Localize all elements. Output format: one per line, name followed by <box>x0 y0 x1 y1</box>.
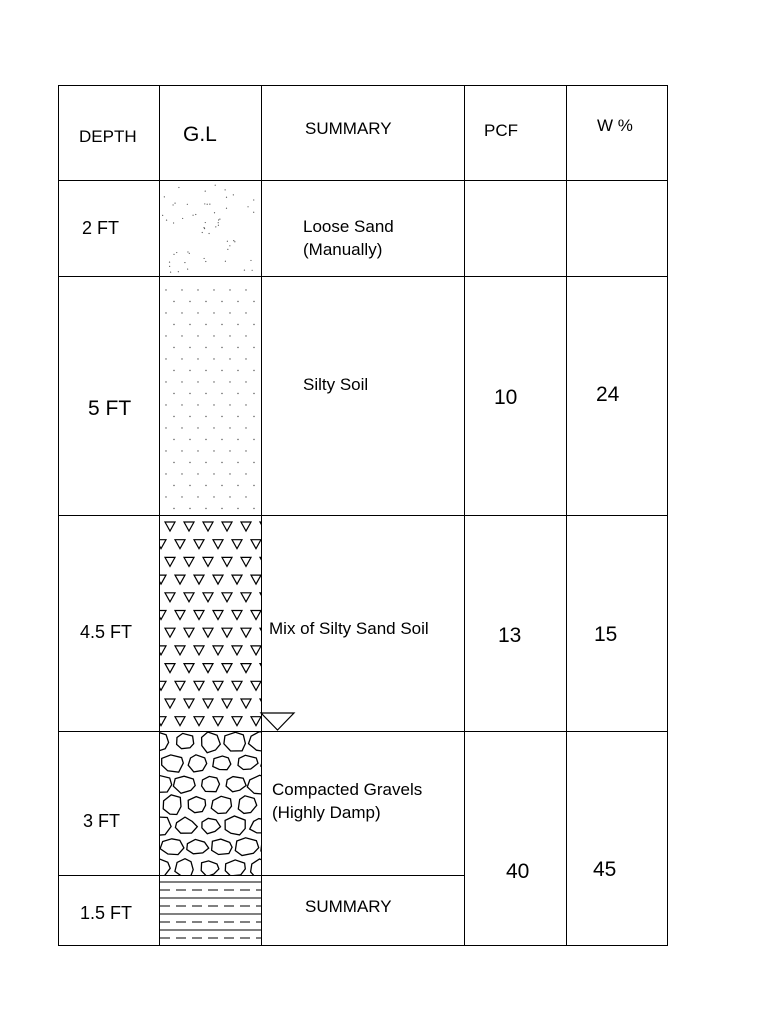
silty-soil-dot-hatch <box>165 289 254 509</box>
header-pcf: PCF <box>484 121 518 140</box>
summary-cell-line2: (Manually) <box>303 240 383 259</box>
depth-cell: 1.5 FT <box>80 903 133 923</box>
header-gl: G.L <box>183 123 217 146</box>
water-table-triangle-icon <box>261 713 294 730</box>
summary-cell: Silty Soil <box>303 375 369 394</box>
header-summary: SUMMARY <box>305 119 392 138</box>
depth-cell: 4.5 FT <box>80 622 133 642</box>
triangle-hatch <box>156 522 270 743</box>
summary-cell: Loose Sand <box>303 217 394 236</box>
depth-cell: 5 FT <box>88 397 132 420</box>
pcf-cell: 40 <box>506 860 530 883</box>
summary-cell: Compacted Gravels <box>272 780 423 799</box>
w-cell: 15 <box>594 623 618 646</box>
depth-cell: 3 FT <box>83 811 121 831</box>
summary-cell: SUMMARY <box>305 897 392 916</box>
pcf-cell: 13 <box>498 624 522 647</box>
w-cell: 45 <box>593 858 617 881</box>
pcf-cell: 10 <box>494 386 518 409</box>
w-cell: 24 <box>596 383 620 406</box>
header-w: W % <box>597 116 633 135</box>
depth-cell: 2 FT <box>82 218 120 238</box>
summary-cell-line2: (Highly Damp) <box>272 803 381 822</box>
header-depth: DEPTH <box>79 127 137 146</box>
dashed-line-hatch <box>160 882 261 938</box>
summary-cell: Mix of Silty Sand Soil <box>269 619 429 638</box>
loose-sand-hatch <box>162 185 254 273</box>
gravel-hatch <box>148 731 285 878</box>
